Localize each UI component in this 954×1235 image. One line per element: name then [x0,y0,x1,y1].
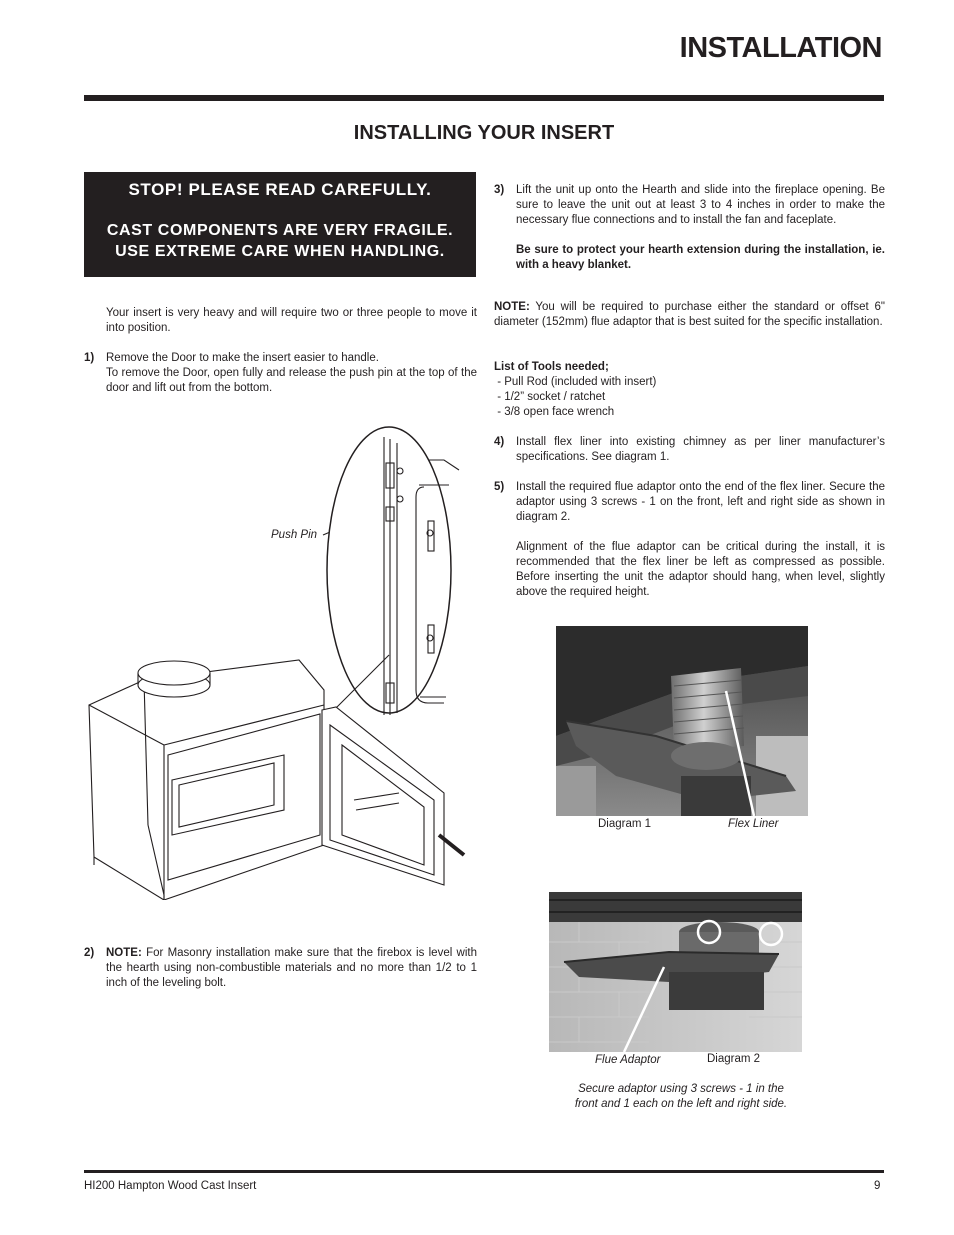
step-1-line-2: To remove the Door, open fully and release the push pin at the top of the door and lift out from the bottom. [106,367,477,394]
insert-door-illustration [84,425,479,900]
step-1 [84,351,477,396]
step-5-number: 5) [494,481,505,493]
push-pin-label: Push Pin [271,529,318,541]
warning-line-2: CAST COMPONENTS ARE VERY FRAGILE. [106,222,454,239]
step-2-note-label: NOTE: [106,947,142,959]
footer-document-title: HI200 Hampton Wood Cast Insert [84,1180,257,1192]
tool-item: - Pull Rod (included with insert) [494,376,657,388]
note-label: NOTE: [494,301,530,313]
diagram-2-photo [549,892,802,1052]
intro-paragraph: Your insert is very heavy and will require two or three people to move it into position. [106,307,477,334]
warning-text [84,220,476,262]
step-2-number: 2) [84,947,95,959]
warning-box [84,172,476,277]
flue-adaptor-label: Flue Adaptor [595,1054,661,1066]
flex-liner-label: Flex Liner [728,818,779,830]
step-5-text: Install the required flue adaptor onto the end of the flex liner. Secure the adaptor using 3 screws - 1 on the front, left and right side as shown in diagram 2. [516,481,885,523]
note-text: You will be required to purchase either the standard or offset 6" diameter (152mm) flue adaptor that is best suited for the specific installation. [494,301,885,328]
step-3 [494,183,885,273]
step-4-text: Install flex liner into existing chimney as per liner manufacturer’s specifications. See diagram 1. [516,436,885,463]
tools-title: List of Tools needed; [494,361,609,373]
warning-line-3: USE EXTREME CARE WHEN HANDLING. [115,243,445,260]
warning-line-1: STOP! PLEASE READ CAREFULLY. [128,180,432,199]
flue-adaptor-note [494,300,885,330]
footer-rule [84,1170,884,1173]
tools-list [494,360,885,420]
step-2 [84,946,477,991]
step-5 [494,480,885,600]
tool-item: - 1/2” socket / ratchet [494,391,606,403]
section-title: INSTALLING YOUR INSERT [353,122,615,144]
adaptor-screws-note-line-2: front and 1 each on the left and right side. [574,1098,788,1110]
step-1-line-1: Remove the Door to make the insert easier to handle. [106,352,379,364]
step-4-number: 4) [494,436,505,448]
step-2-text: For Masonry installation make sure that the firebox is level with the hearth using non-combustible materials and no more than 1/2 to 1 inch of the leveling bolt. [106,947,477,989]
step-4 [494,435,885,465]
diagram-1-caption: Diagram 1 [598,818,652,830]
step-3-number: 3) [494,184,505,196]
diagram-2-caption: Diagram 2 [707,1053,761,1065]
diagram-1-photo [556,626,808,816]
tool-item: - 3/8 open face wrench [494,406,615,418]
adaptor-screws-note-line-1: Secure adaptor using 3 screws - 1 in the [578,1083,784,1095]
page-header-title: INSTALLATION [679,32,882,64]
step-3-text: Lift the unit up onto the Hearth and slide into the fireplace opening. Be sure to leave the unit out at least 3 to 4 inches in order to make the necessary flue connections and to install the fan and faceplate. [516,184,885,226]
step-5-text-2: Alignment of the flue adaptor can be critical during the install, it is recommended that the flex liner be left as compressed as possible. Before inserting the unit the adaptor should hang, when level, slightly above the required height. [516,541,885,598]
page-number: 9 [874,1180,881,1192]
step-3-bold-text: Be sure to protect your hearth extension during the installation, ie. with a heavy blanket. [516,244,885,271]
step-1-number: 1) [84,352,95,364]
header-rule [84,95,884,101]
adaptor-screws-note [549,1082,813,1112]
